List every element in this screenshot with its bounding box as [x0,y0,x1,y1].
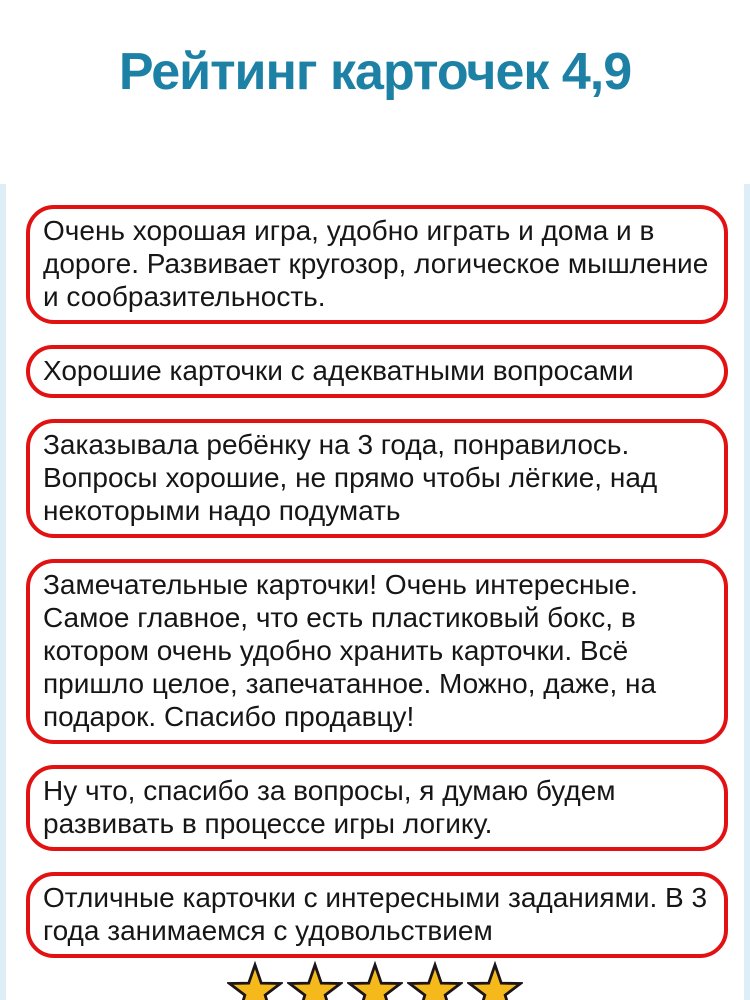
review-text: Отличные карточки с интересными заданиями. В 3 года занимаемся с удовольствием [43,882,708,946]
right-edge-strip [744,184,750,1000]
rating-stars [0,960,750,1000]
star-icon [467,960,523,1000]
review-text: Замечательные карточки! Очень интересные. Самое главное, что есть пластиковый бокс, в котором очень удобно хранить карточки. Всё пришло целое, запечатанное. Можно, даже, на подарок. Спасибо продавцу! [43,569,657,732]
left-edge-strip [0,184,6,1000]
star-icon [407,960,463,1000]
reviews-list [26,205,728,958]
review-text: Хорошие карточки с адекватными вопросами [43,355,634,386]
review-card [26,419,728,538]
review-card [26,765,728,851]
review-text: Заказывала ребёнку на 3 года, понравилось. Вопросы хорошие, не прямо чтобы лёгкие, над некоторыми надо подумать [43,429,658,526]
review-card [26,205,728,324]
review-text: Ну что, спасибо за вопросы, я думаю будем развивать в процессе игры логику. [43,775,616,839]
star-icon [227,960,283,1000]
review-card [26,345,728,398]
star-icon [347,960,403,1000]
page-title: Рейтинг карточек 4,9 [118,43,632,101]
review-text: Очень хорошая игра, удобно играть и дома и в дороге. Развивает кругозор, логическое мышление и сообразительность. [43,215,709,312]
star-icon [287,960,343,1000]
review-card [26,559,728,744]
review-card [26,872,728,958]
